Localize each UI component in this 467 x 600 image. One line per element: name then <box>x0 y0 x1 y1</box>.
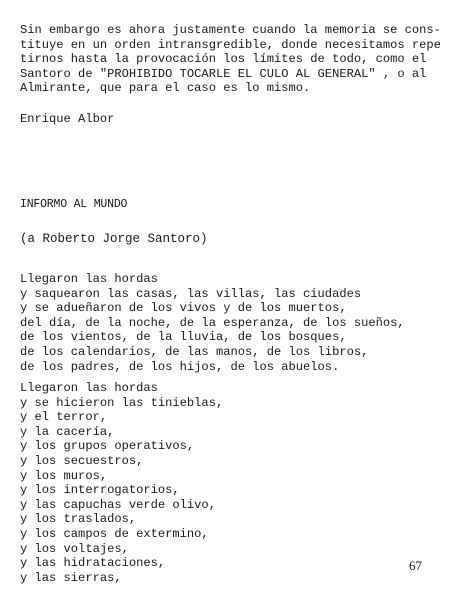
signature: Enrique Albor <box>20 112 115 126</box>
verse-line: y las hidrataciones, <box>20 556 166 571</box>
verse-line: y los secuestros, <box>20 453 144 468</box>
intro-line: Santoro de "PROHIBIDO TOCARLE EL CULO AL GENERAL" , o al <box>20 66 427 81</box>
verse-line: y los grupos operativos, <box>20 439 195 454</box>
intro-line: tirnos hasta la provocación los límites de todo, como el <box>20 52 427 67</box>
verse-line: y las capuchas verde olivo, <box>20 497 216 512</box>
verse-line: de los calendarios, de las manos, de los libros, <box>20 344 369 359</box>
page-number: 67 <box>409 558 422 573</box>
verse-line: Llegaron las hordas <box>20 272 158 286</box>
intro-paragraph <box>20 23 460 96</box>
intro-line: Almirante, que para el caso es lo mismo. <box>20 81 311 96</box>
verse-line: y saquearon las casas, las villas, las ciudades <box>20 286 362 301</box>
verse-line: y se adueñaron de los vivos y de los muertos, <box>20 301 347 316</box>
verse-line: y los traslados, <box>20 512 137 527</box>
verse-line: Llegaron las hordas <box>20 381 158 395</box>
stanza-2 <box>20 381 460 585</box>
poem-title: INFORMO AL MUNDO <box>20 198 128 211</box>
verse-line: y los voltajes, <box>20 541 129 556</box>
stanza-1 <box>20 272 460 374</box>
verse-line: y las sierras, <box>20 570 122 585</box>
intro-line: tituye en un orden intransgredible, donde necesitamos repe <box>20 37 441 52</box>
verse-line: y la cacería, <box>20 424 115 439</box>
verse-line: y los campos de extermino, <box>20 526 209 541</box>
verse-line: de los vientos, de la lluvia, de los bosques, <box>20 330 347 345</box>
intro-line: Sin embargo es ahora justamente cuando la memoria se cons- <box>20 23 441 37</box>
verse-line: del día, de la noche, de la esperanza, de los sueños, <box>20 315 405 330</box>
poem-dedication: (a Roberto Jorge Santoro) <box>20 232 208 246</box>
verse-line: de los padres, de los hijos, de los abuelos. <box>20 359 340 374</box>
verse-line: y los interrogatorios, <box>20 483 180 498</box>
verse-line: y el terror, <box>20 410 108 425</box>
verse-line: y se hicieron las tinieblas, <box>20 395 224 410</box>
verse-line: y los muros, <box>20 468 108 483</box>
